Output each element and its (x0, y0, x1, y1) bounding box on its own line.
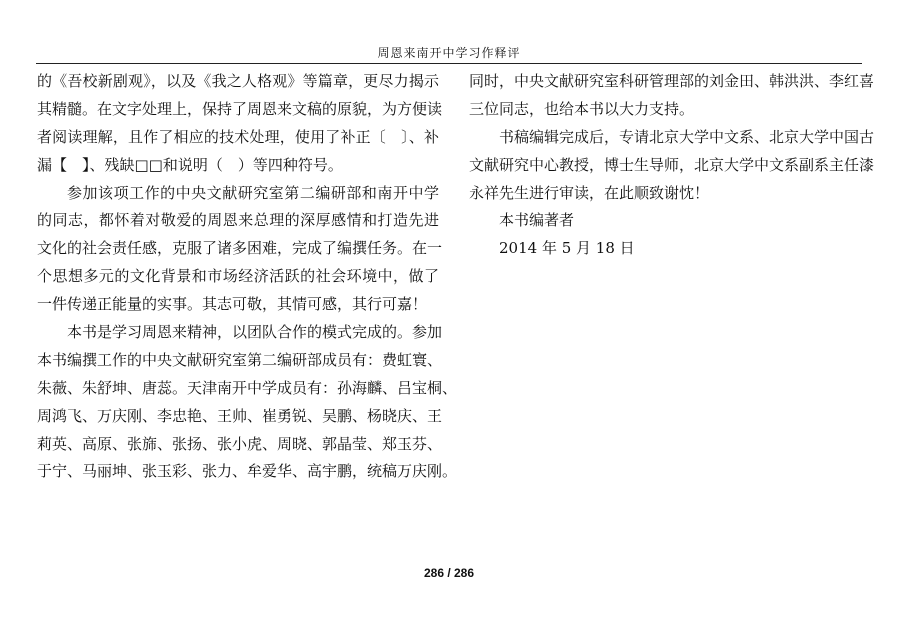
text-line: 一件传递正能量的实事。其志可敬，其情可感，其行可嘉！ (37, 295, 428, 314)
text-line: 永祥先生进行审读，在此顺致谢忱！ (469, 183, 710, 202)
text-line: 个思想多元的文化背景和市场经济活跃的社会环境中，做了 (37, 267, 439, 286)
header-divider (36, 63, 862, 64)
text-line: 文献研究中心教授，博士生导师，北京大学中文系副系主任漆 (469, 155, 875, 174)
paragraph-first-line: 本书是学习周恩来精神，以团队合作的模式完成的。参加 (67, 323, 443, 342)
signature-line: 本书编著者 (499, 211, 575, 230)
text-line: 同时，中央文献研究室科研管理部的刘金田、韩洪洪、李红喜 (469, 72, 875, 90)
text-line: 其精髓。在文字处理上，保持了周恩来文稿的原貌，为方便读 (37, 99, 443, 118)
text-line: 文化的社会责任感，克服了诸多困难，完成了编撰任务。在一 (37, 239, 443, 258)
text-line: 漏【 】、残缺□□和说明（ ）等四种符号。 (37, 155, 343, 174)
paragraph-first-line: 参加该项工作的中央文献研究室第二编研部和南开中学 (67, 183, 439, 202)
text-line: 莉英、高原、张旆、张扬、张小虎、周晓、郭晶莹、郑玉芬、 (37, 434, 443, 453)
text-line: 三位同志，也给本书以大力支持。 (469, 99, 695, 118)
page-number: 286 / 286 (423, 566, 475, 580)
text-line: 的同志，都怀着对敬爱的周恩来总理的深厚感情和打造先进 (37, 211, 439, 230)
text-line: 的《吾校新剧观》，以及《我之人格观》等篇章，更尽力揭示 (37, 72, 439, 90)
paragraph-first-line: 书稿编辑完成后，专请北京大学中文系、北京大学中国古 (499, 127, 875, 146)
running-header: 周恩来南开中学习作释评 (377, 46, 521, 60)
text-line: 朱薇、朱舒坤、唐蕊。天津南开中学成员有：孙海麟、吕宝桐、 (37, 378, 458, 397)
text-line: 本书编撰工作的中央文献研究室第二编研部成员有：费虹寰、 (37, 350, 443, 369)
date-line: 2014 年 5 月 18 日 (499, 239, 635, 258)
left-text-column (37, 68, 458, 486)
text-line: 者阅读理解，且作了相应的技术处理，使用了补正〔 〕、补 (37, 127, 439, 146)
text-line: 周鸿飞、万庆刚、李忠艳、王帅、崔勇锐、吴鹏、杨晓庆、王 (37, 406, 443, 425)
right-text-column (469, 68, 875, 263)
text-line: 于宁、马丽坤、张玉彩、张力、牟爱华、高宇鹏，统稿万庆刚。 (37, 462, 458, 481)
